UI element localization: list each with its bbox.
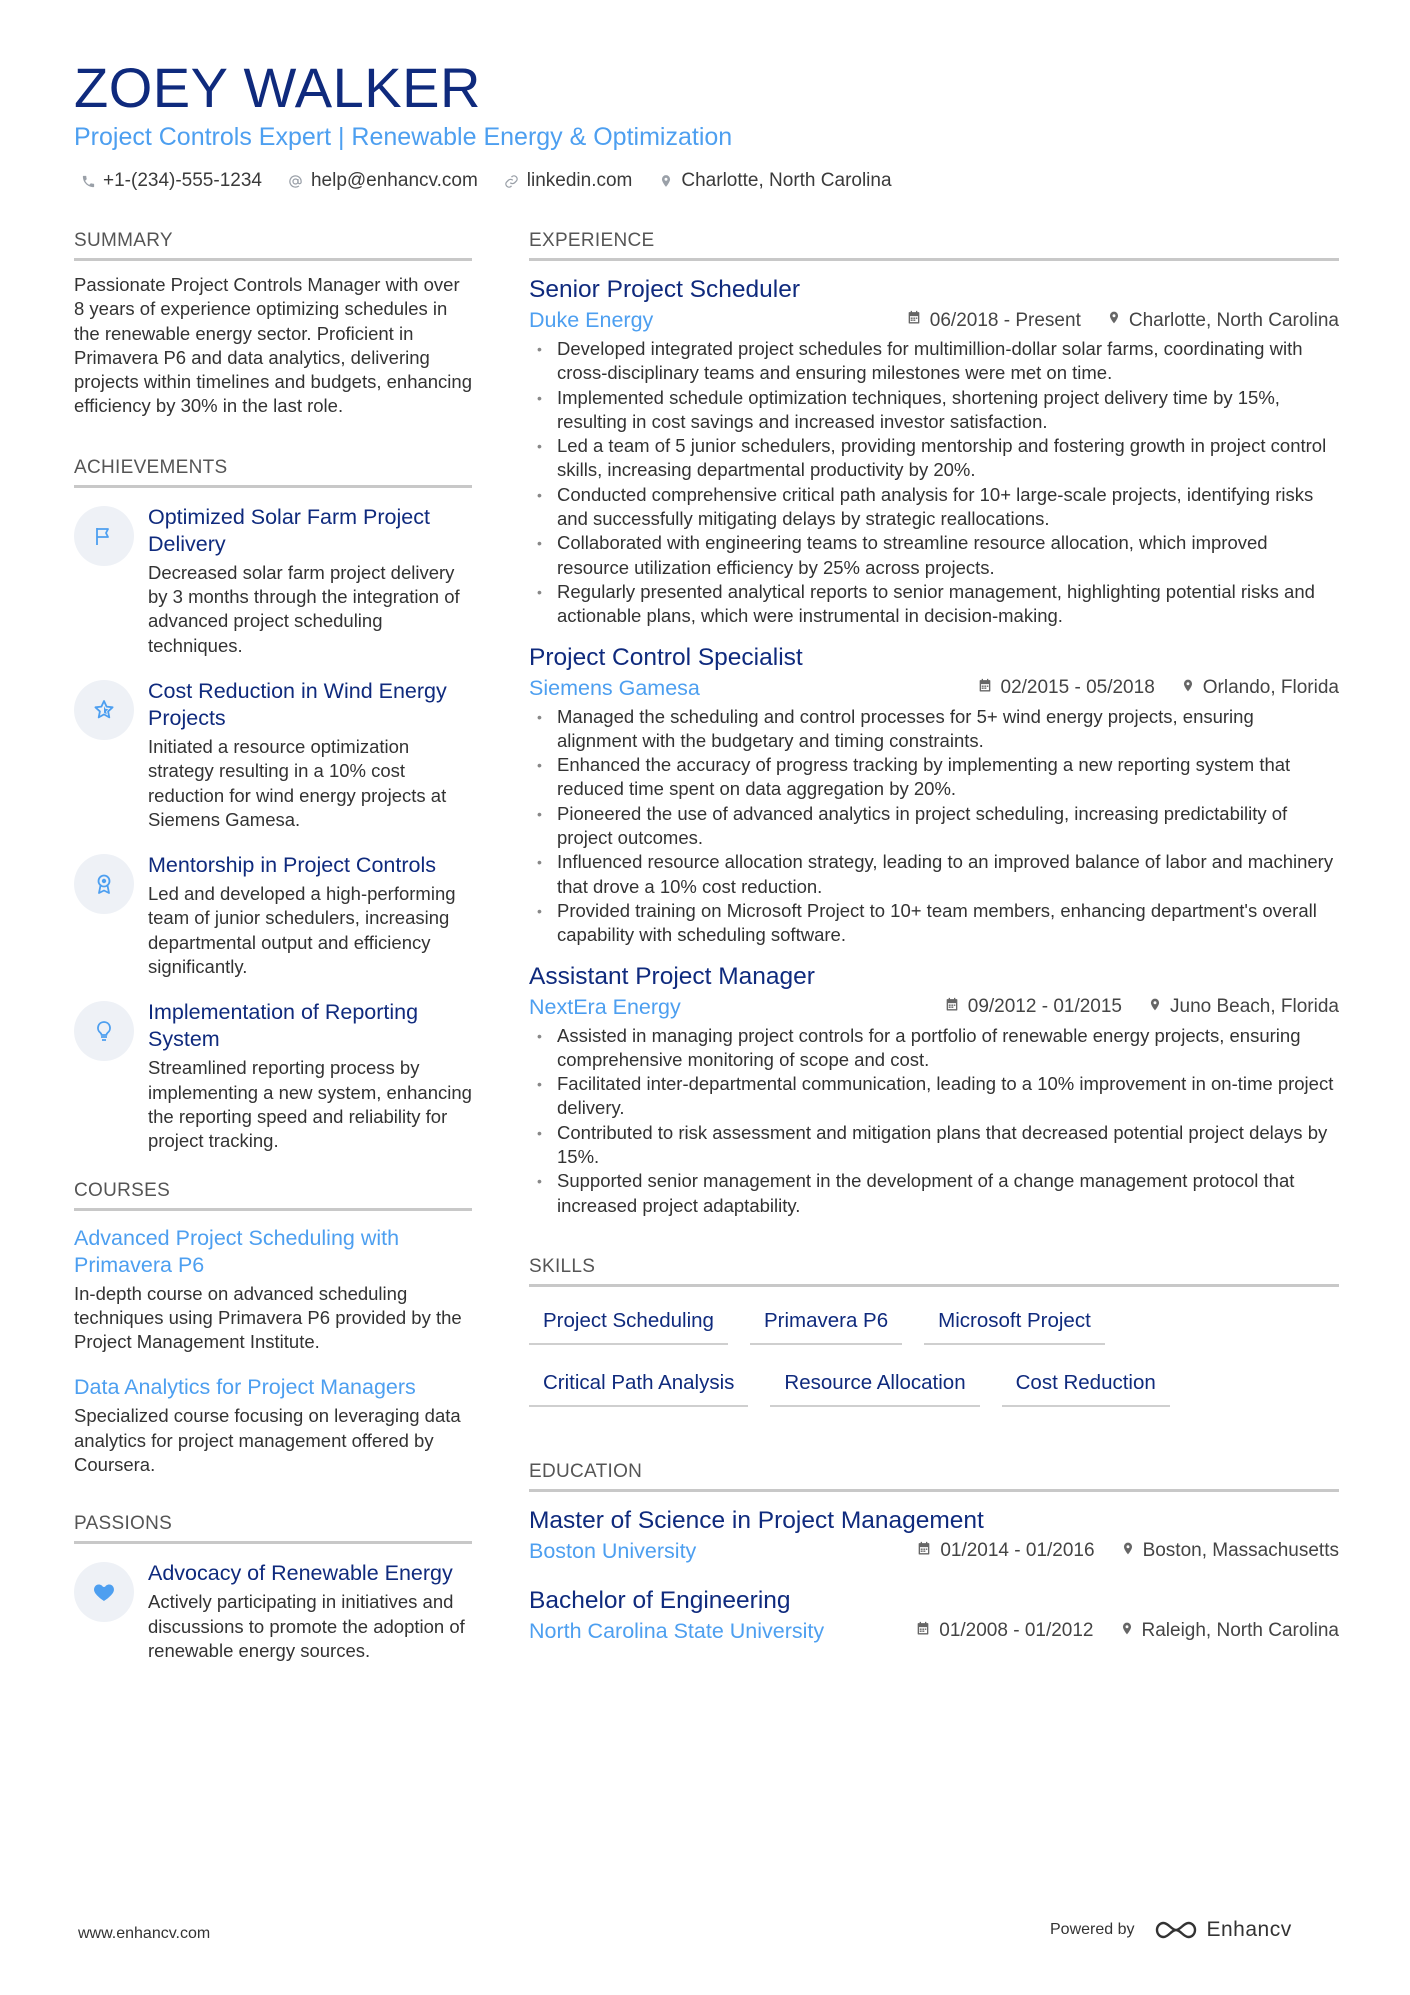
location-icon <box>1148 996 1162 1019</box>
at-icon <box>288 173 304 189</box>
star-icon <box>74 680 134 740</box>
education-section <box>529 1461 1339 1644</box>
contact-email-text: help@enhancv.com <box>310 170 478 191</box>
course-title: Data Analytics for Project Managers <box>74 1375 416 1400</box>
job-location: Orlando, Florida <box>1202 677 1339 699</box>
course-desc: In-depth course on advanced scheduling techniques using Primavera P6 provided by the Project Management Institute. <box>74 1282 462 1353</box>
courses-section <box>74 1180 472 1478</box>
candidate-tagline: Project Controls Expert | Renewable Energy & Optimization <box>74 123 733 151</box>
job-entry <box>529 275 1339 629</box>
job-bullet: • Implemented schedule optimization techniques, shortening project delivery time by 15%, resulting in cost savings and increased investor satisfaction. <box>529 386 1339 435</box>
education-heading: EDUCATION <box>529 1461 1339 1492</box>
experience-heading: EXPERIENCE <box>529 230 1339 261</box>
contact-location-text: Charlotte, North Carolina <box>681 170 892 191</box>
enhancv-logo[interactable] <box>1153 1918 1292 1942</box>
skill-tag: Resource Allocation <box>770 1359 979 1407</box>
brand-name: Enhancv <box>1206 1918 1292 1941</box>
skill-tag: Cost Reduction <box>1002 1359 1170 1407</box>
education-degree: Bachelor of Engineering <box>529 1586 791 1614</box>
location-icon <box>1107 309 1121 332</box>
passion-desc: Actively participating in initiatives and discussions to promote the adoption of renewable energy sources. <box>148 1591 465 1661</box>
footer-branding <box>1050 1918 1292 1942</box>
skill-tag: Microsoft Project <box>924 1297 1105 1345</box>
job-bullet: • Managed the scheduling and control processes for 5+ wind energy projects, ensuring alignment with the budgetary and timing constraints. <box>529 705 1339 754</box>
job-bullet: • Influenced resource allocation strategy, leading to an improved balance of labor and machinery that drove a 10% cost reduction. <box>529 850 1339 899</box>
job-dates: 09/2012 - 01/2015 <box>967 996 1122 1018</box>
experience-section <box>529 230 1339 1218</box>
achievement-item <box>74 678 472 832</box>
lightbulb-icon <box>74 1001 134 1061</box>
summary-heading: SUMMARY <box>74 230 472 261</box>
job-bullet: • Collaborated with engineering teams to streamline resource allocation, which improved resource utilization efficiency by 25% across projects. <box>529 531 1339 580</box>
education-location: Raleigh, North Carolina <box>1141 1620 1339 1642</box>
achievement-title: Optimized Solar Farm Project Delivery <box>148 504 430 556</box>
job-dates: 02/2015 - 05/2018 <box>1000 677 1155 699</box>
summary-section <box>74 230 472 419</box>
heart-icon <box>74 1562 134 1622</box>
achievements-section <box>74 457 472 1154</box>
left-column <box>74 230 472 1683</box>
job-bullet: • Led a team of 5 junior schedulers, providing mentorship and fostering growth in project control skills, increasing departmental productivity by 20%. <box>529 434 1339 483</box>
job-bullet: • Pioneered the use of advanced analytics in project scheduling, increasing predictability of project outcomes. <box>529 802 1339 851</box>
calendar-icon <box>915 1620 931 1643</box>
infinity-icon <box>1153 1918 1199 1942</box>
skill-tag: Primavera P6 <box>750 1297 902 1345</box>
link-icon <box>504 173 520 189</box>
job-bullet: • Developed integrated project schedules for multimillion-dollar solar farms, coordinating with cross-disciplinary teams and ensuring milestones were met on time. <box>529 337 1339 386</box>
education-location: Boston, Massachusetts <box>1142 1540 1339 1562</box>
contact-linkedin-text: linkedin.com <box>526 170 633 191</box>
location-icon <box>1181 677 1195 700</box>
passions-section <box>74 1513 472 1663</box>
achievement-desc: Initiated a resource optimization strategy resulting in a 10% cost reduction for wind energy projects at Siemens Gamesa. <box>148 735 447 830</box>
job-company: Siemens Gamesa <box>529 675 700 700</box>
medal-icon <box>74 854 134 914</box>
calendar-icon <box>944 996 960 1019</box>
contact-phone[interactable] <box>80 170 262 192</box>
skill-tag: Critical Path Analysis <box>529 1359 748 1407</box>
education-dates: 01/2014 - 01/2016 <box>940 1540 1095 1562</box>
job-bullet: • Provided training on Microsoft Project to 10+ team members, enhancing department's overall capability with scheduling software. <box>529 899 1339 948</box>
contact-email[interactable] <box>288 170 478 192</box>
powered-by-text: Powered by <box>1050 1921 1135 1938</box>
location-icon <box>1121 1540 1135 1563</box>
passions-heading: PASSIONS <box>74 1513 472 1544</box>
job-dates: 06/2018 - Present <box>929 309 1081 331</box>
job-bullet: • Enhanced the accuracy of progress tracking by implementing a new reporting system that reduced time spent on data aggregation by 20%. <box>529 753 1339 802</box>
phone-icon <box>80 173 96 189</box>
skills-section <box>529 1256 1339 1421</box>
achievement-title: Implementation of Reporting System <box>148 1000 419 1052</box>
calendar-icon <box>906 309 922 332</box>
achievements-heading: ACHIEVEMENTS <box>74 457 472 488</box>
job-bullet: • Contributed to risk assessment and mitigation plans that decreased potential project delays by 15%. <box>529 1121 1339 1170</box>
job-location: Charlotte, North Carolina <box>1128 309 1339 331</box>
achievement-desc: Streamlined reporting process by implementing a new system, enhancing the reporting speed and reliability for project tracking. <box>148 1057 472 1152</box>
achievement-title: Cost Reduction in Wind Energy Projects <box>148 678 447 730</box>
contact-phone-text: +1-(234)-555-1234 <box>103 170 262 191</box>
job-bullet: • Conducted comprehensive critical path analysis for 10+ large-scale projects, identifying risks and successfully mitigating delays by strategic reallocations. <box>529 483 1339 532</box>
course-item <box>74 1374 472 1477</box>
job-title: Project Control Specialist <box>529 643 803 671</box>
education-entry <box>529 1506 1339 1564</box>
course-title: Advanced Project Scheduling with Primavera P6 <box>74 1225 400 1277</box>
job-bullet: • Facilitated inter-departmental communication, leading to a 10% improvement in on-time project delivery. <box>529 1072 1339 1121</box>
education-entry <box>529 1586 1339 1644</box>
contact-location <box>658 170 891 192</box>
achievement-item <box>74 852 472 979</box>
course-item <box>74 1225 472 1355</box>
job-location: Juno Beach, Florida <box>1170 996 1339 1018</box>
right-column <box>529 230 1339 1644</box>
skill-tag: Project Scheduling <box>529 1297 728 1345</box>
job-entry <box>529 643 1339 948</box>
achievement-item <box>74 504 472 658</box>
course-desc: Specialized course focusing on leveraging data analytics for project management offered by Coursera. <box>74 1405 461 1476</box>
job-title: Assistant Project Manager <box>529 962 815 990</box>
flag-icon <box>74 506 134 566</box>
calendar-icon <box>916 1540 932 1563</box>
passion-item <box>74 1560 472 1663</box>
footer-website[interactable]: www.enhancv.com <box>78 1925 211 1942</box>
achievement-desc: Led and developed a high-performing team of junior schedulers, increasing departmental output and efficiency significantly. <box>148 883 456 978</box>
skills-heading: SKILLS <box>529 1256 1339 1287</box>
job-company: Duke Energy <box>529 308 654 332</box>
candidate-name: ZOEY WALKER <box>74 56 481 119</box>
education-dates: 01/2008 - 01/2012 <box>939 1620 1094 1642</box>
contact-bar <box>80 170 892 192</box>
contact-linkedin[interactable] <box>504 170 633 192</box>
job-company: NextEra Energy <box>529 994 681 1019</box>
education-school: Boston University <box>529 1538 697 1563</box>
location-icon <box>658 173 674 189</box>
achievement-item <box>74 999 472 1153</box>
education-degree: Master of Science in Project Management <box>529 1506 984 1534</box>
job-bullet: • Supported senior management in the development of a change management protocol that increased project adaptability. <box>529 1169 1339 1218</box>
achievement-desc: Decreased solar farm project delivery by 3 months through the integration of advanced project scheduling techniques. <box>148 561 460 656</box>
courses-heading: COURSES <box>74 1180 472 1211</box>
achievement-title: Mentorship in Project Controls <box>148 853 436 878</box>
education-school: North Carolina State University <box>529 1618 825 1643</box>
calendar-icon <box>977 677 993 700</box>
location-icon <box>1120 1620 1134 1643</box>
job-entry <box>529 962 1339 1218</box>
summary-text: Passionate Project Controls Manager with over 8 years of experience optimizing schedules in the renewable energy sector. Proficient in Primavera P6 and data analytics, delivering projects within timelines and budgets, enhancing efficiency by 30% in the last role. <box>74 274 472 417</box>
job-title: Senior Project Scheduler <box>529 276 801 303</box>
passion-title: Advocacy of Renewable Energy <box>148 1561 453 1586</box>
job-bullet: • Assisted in managing project controls for a portfolio of renewable energy projects, ensuring comprehensive monitoring of scope and cost. <box>529 1024 1339 1073</box>
job-bullet: • Regularly presented analytical reports to senior management, highlighting potential risks and actionable plans, which were instrumental in decision-making. <box>529 580 1339 629</box>
